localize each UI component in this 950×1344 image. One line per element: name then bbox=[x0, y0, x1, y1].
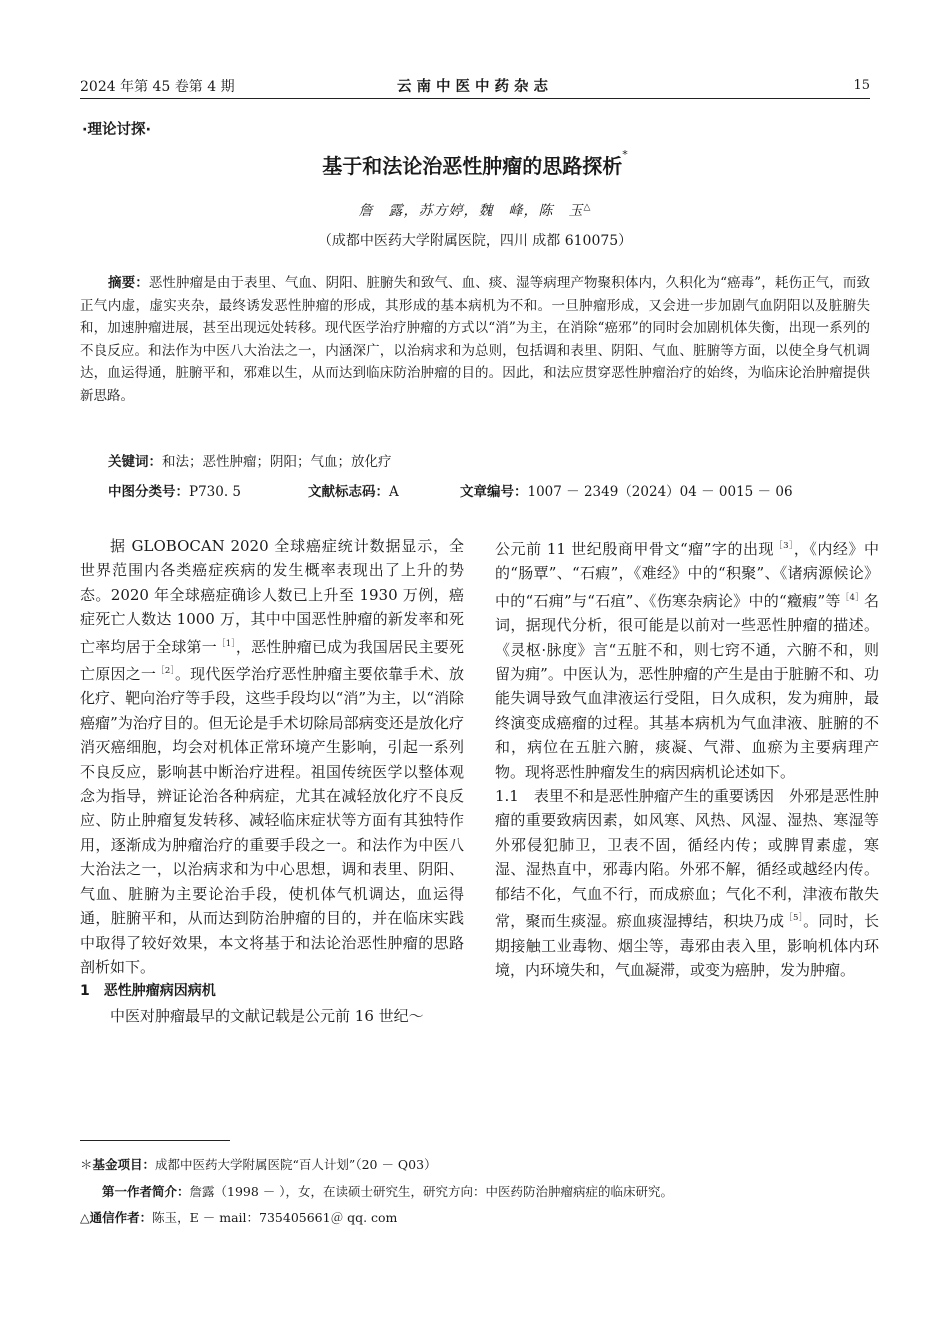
body-column-left bbox=[80, 534, 464, 1028]
keywords bbox=[108, 450, 392, 470]
author-list bbox=[0, 200, 950, 220]
author-label: 第一作者简介： bbox=[102, 1183, 190, 1199]
continued-paragraph bbox=[495, 534, 879, 784]
clc-value: P730. 5 bbox=[189, 484, 242, 500]
section-heading-1: 1 恶性肿瘤病因病机 bbox=[80, 983, 216, 1000]
authors-text: 詹 露，苏方婷，魏 峰，陈 玉 bbox=[358, 203, 584, 219]
doc-value: A bbox=[389, 484, 399, 500]
intro-text-1: 据 GLOBOCAN 2020 全球癌症统计数据显示，全世界范围内各类癌症疾病的发生概率表现出了上升的势态。2020 年全球癌症确诊人数已上升至 1930 万例，癌症死亡人数达 1000 万，其中中国恶性肿瘤的新发率和死亡率均居于全球第一 bbox=[80, 537, 464, 656]
ref-3[interactable]: ［3］ bbox=[774, 541, 794, 551]
corr-footnote bbox=[80, 1205, 870, 1232]
ref-4[interactable]: ［4］ bbox=[840, 592, 864, 603]
classification-row bbox=[108, 480, 868, 500]
ref-2[interactable]: ［2］ bbox=[156, 666, 175, 677]
body-column-right bbox=[495, 534, 879, 982]
intro-paragraph bbox=[80, 534, 464, 979]
issue-info: 2024 年第 45 卷第 4 期 bbox=[80, 79, 235, 95]
id-label: 文章编号： bbox=[460, 484, 528, 500]
clc-code bbox=[108, 480, 308, 500]
author-bio: 詹露（1998 － ），女，在读硕士研究生，研究方向：中医药防治肿瘤病症的临床研究。 bbox=[189, 1183, 674, 1199]
corr-mark: △ bbox=[80, 1210, 90, 1225]
fund-mark: ＊ bbox=[80, 1157, 93, 1172]
doc-code bbox=[308, 480, 460, 500]
ref-5[interactable]: ［5］ bbox=[784, 913, 804, 924]
title-text: 基于和法论治恶性肿瘤的思路探析 bbox=[322, 154, 623, 178]
clc-label: 中图分类号： bbox=[108, 484, 189, 500]
section-tag: ·理论讨探· bbox=[82, 122, 152, 138]
subsection-1-1-paragraph bbox=[495, 784, 879, 982]
footnotes bbox=[80, 1152, 870, 1232]
id-value: 1007 － 2349（2024）04 － 0015 － 06 bbox=[527, 484, 793, 500]
journal-name: 云南中医中药杂志 bbox=[397, 79, 553, 95]
author-footnote bbox=[80, 1179, 870, 1206]
footnote-divider bbox=[80, 1140, 230, 1141]
intro-text-3: 。现代医学治疗恶性肿瘤主要依靠手术、放化疗、靶向治疗等手段，这些手段均以“消”为主，以“消除癌瘤”为治疗目的。但无论是手术切除局部病变还是放化疗消灭癌细胞，均会对机体正常环境产生影响，引起一系列不良反应，影响甚中断治疗进程。祖国传统医学以整体观念为指导，辨证论治各种病症，尤其在减轻放化疗不良反应、防止肿瘤复发转移、减轻临床症状等方面有其独特作用，逐渐成为肿瘤治疗的重要手段之一。和法作为中医八大治法之一，以治病求和为中心思想，调和表里、阴阳、气血、脏腑为主要论治手段，使机体气机调达，血运得通，脏腑平和，从而达到防治肿瘤的目的，并在临床实践中取得了较好效果，本文将基于和法论治恶性肿瘤的思路剖析如下。 bbox=[80, 665, 464, 976]
intro-text-2: ，恶性肿瘤已成为我国居民主要死亡原因之一 bbox=[80, 637, 464, 684]
sub-text-2: 。同时，长期接触工业毒物、烟尘等，毒邪由表入里，影响机体内环境，内环境失和，气血凝滞，或变为癌肿，发为肿瘤。 bbox=[495, 912, 879, 979]
affiliation: （成都中医药大学附属医院，四川 成都 610075） bbox=[317, 233, 633, 249]
section1-paragraph: 中医对肿瘤最早的文献记载是公元前 16 世纪～ bbox=[110, 1006, 424, 1025]
article-title bbox=[0, 150, 950, 179]
doc-label: 文献标志码： bbox=[308, 484, 389, 500]
corr-label: 通信作者： bbox=[89, 1210, 153, 1225]
abstract-label: 摘要： bbox=[108, 275, 149, 291]
abstract-text: 恶性肿瘤是由于表里、气血、阴阳、脏腑失和致气、血、痰、湿等病理产物聚积体内，久积化为“癌毒”，耗伤正气，而致正气内虚，虚实夹杂，最终诱发恶性肿瘤的形成，其形成的基本病机为不和。一旦肿瘤形成，又会进一步加剧气血阴阳以及脏腑失和，加速肿瘤进展，甚至出现远处转移。现代医学治疗肿瘤的方式以“消”为主，在消除“癌邪”的同时会加剧机体失衡，出现一系列的不良反应。和法作为中医八大治法之一，内涵深广，以治病求和为总则，包括调和表里、阴阳、气血、脏腑等方面，以使全身气机调达，血运得通，脏腑平和，邪难以生，从而达到临床防治肿瘤的目的。因此，和法应贯穿恶性肿瘤治疗的始终，为临床论治肿瘤提供新思路。 bbox=[80, 275, 870, 404]
sub-text-1: 外邪是恶性肿瘤的重要致病因素，如风寒、风热、风湿、湿热、寒湿等外邪侵犯肺卫，卫表不固，循经内传；或脾胃素虚，寒湿、湿热直中，邪毒内陷。外邪不解，循经或越经内传。郁结不化，气血不行，而成瘀血；气化不利，津液布散失常，聚而生痰湿。瘀血痰湿搏结，积块乃成 bbox=[495, 787, 879, 931]
keywords-text: 和法；恶性肿瘤；阴阳；气血；放化疗 bbox=[162, 454, 392, 470]
abstract bbox=[80, 272, 870, 408]
fund-footnote bbox=[80, 1152, 870, 1179]
subsection-heading-1-1: 1.1 表里不和是恶性肿瘤产生的重要诱因 bbox=[495, 787, 774, 806]
article-id bbox=[460, 480, 793, 500]
author-corr-mark: △ bbox=[583, 202, 592, 213]
title-footnote-mark: * bbox=[622, 148, 628, 161]
cont-text-1: 公元前 11 世纪殷商甲骨文“瘤”字的出现 bbox=[495, 540, 775, 558]
cont-text-3: 名词，据现代分析，很可能是以前对一些恶性肿瘤的描述。《灵枢·脉度》言“五脏不和，则七窍不通，六腑不和，则留为痈”。中医认为，恶性肿瘤的产生是由于脏腑不和、功能失调导致气血津液运行受阻，日久成积，发为痈肿，最终演变成癌瘤的过程。其基本病机为气血津液、脏腑的不和，病位在五脏六腑，痰凝、气滞、血瘀为主要病理产物。现将恶性肿瘤发生的病因病机论述如下。 bbox=[495, 591, 879, 781]
page-number: 15 bbox=[853, 78, 870, 93]
keywords-label: 关键词： bbox=[108, 454, 162, 470]
corr-text: 陈玉，E － mail：735405661＠ qq. com bbox=[152, 1210, 398, 1225]
running-header bbox=[80, 74, 870, 99]
fund-label: 基金项目： bbox=[92, 1157, 156, 1172]
ref-1[interactable]: ［1］ bbox=[217, 638, 236, 649]
fund-text: 成都中医药大学附属医院“百人计划”（20 － Q03） bbox=[155, 1157, 437, 1172]
cont-text-2: ，《内经》中的“肠覃”、“石瘕”，《难经》中的“积聚”、《诸病源候论》中的“石痈”与“石疽”、《伤寒杂病论》中的“癥瘕”等 bbox=[495, 540, 879, 610]
